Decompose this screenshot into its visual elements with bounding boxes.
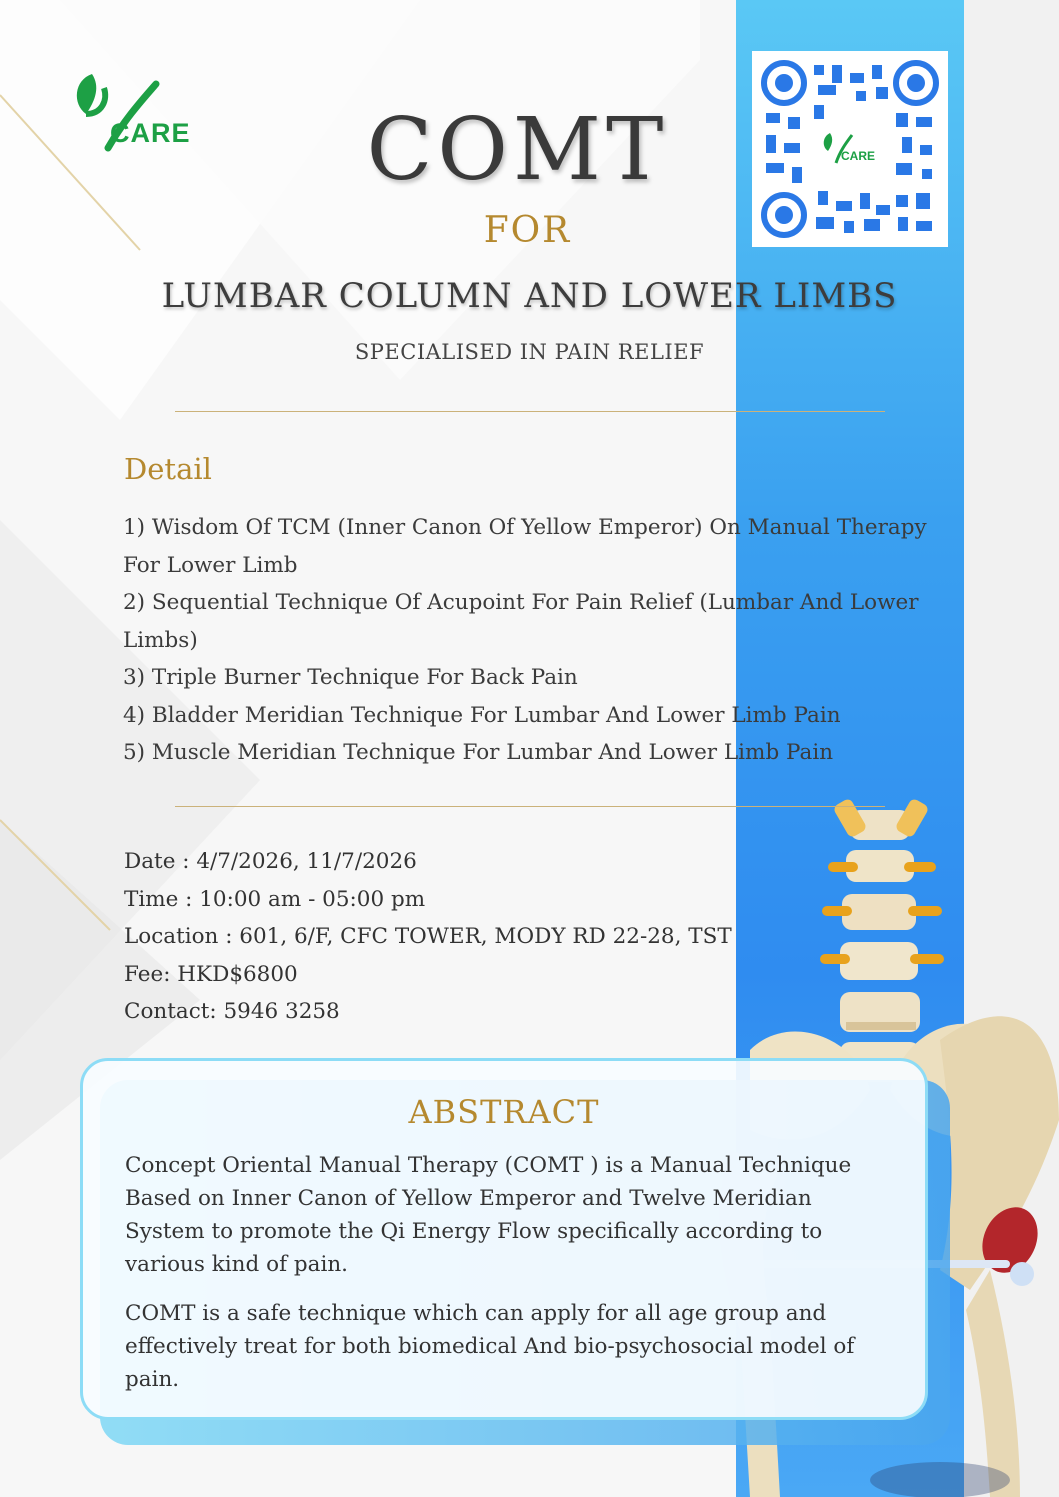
detail-heading: Detail: [124, 452, 212, 486]
page-title: COMT: [366, 100, 669, 200]
detail-list: [123, 509, 953, 772]
abstract-text: [125, 1149, 895, 1412]
abstract-paragraph-2: COMT is a safe technique which can apply for all age group and effectively treat for both biomedical And bio-psychosocial model of pain.: [125, 1301, 855, 1392]
list-item: 4) Bladder Meridian Technique For Lumbar And Lower Limb Pain: [123, 702, 841, 728]
list-item: 1) Wisdom Of TCM (Inner Canon Of Yellow Emperor) On Manual Therapy For Lower Limb: [123, 515, 927, 578]
event-fee: Fee: HKD$6800: [124, 961, 298, 987]
event-contact: Contact: 5946 3258: [124, 999, 340, 1024]
event-date: Date : 4/7/2026, 11/7/2026: [124, 849, 417, 874]
divider-middle: [175, 806, 885, 807]
divider-top: [175, 411, 885, 412]
list-item: 5) Muscle Meridian Technique For Lumbar And Lower Limb Pain: [123, 740, 834, 765]
abstract-box: [80, 1058, 928, 1420]
event-time: Time : 10:00 am - 05:00 pm: [124, 886, 426, 912]
logo-wordmark: CARE: [110, 118, 191, 148]
list-item: 2) Sequential Technique Of Acupoint For Pain Relief (Lumbar And Lower Limbs): [123, 590, 919, 653]
list-item: 3) Triple Burner Technique For Back Pain: [123, 665, 578, 690]
page-subtitle: LUMBAR COLUMN AND LOWER LIMBS: [161, 276, 898, 316]
title-for: FOR: [483, 210, 572, 251]
qr-logo-text: CARE: [841, 149, 876, 163]
tagline: SPECIALISED IN PAIN RELIEF: [354, 340, 705, 364]
abstract-paragraph-1: Concept Oriental Manual Therapy (COMT ) is a Manual Technique Based on Inner Canon of Yellow Emperor and Twelve Meridian System to promote the Qi Energy Flow specifically according to various kind of pain.: [125, 1153, 852, 1277]
event-info: [124, 843, 844, 1031]
abstract-title: ABSTRACT: [408, 1093, 600, 1131]
event-location: Location : 601, 6/F, CFC TOWER, MODY RD 22-28, TST: [124, 924, 732, 949]
